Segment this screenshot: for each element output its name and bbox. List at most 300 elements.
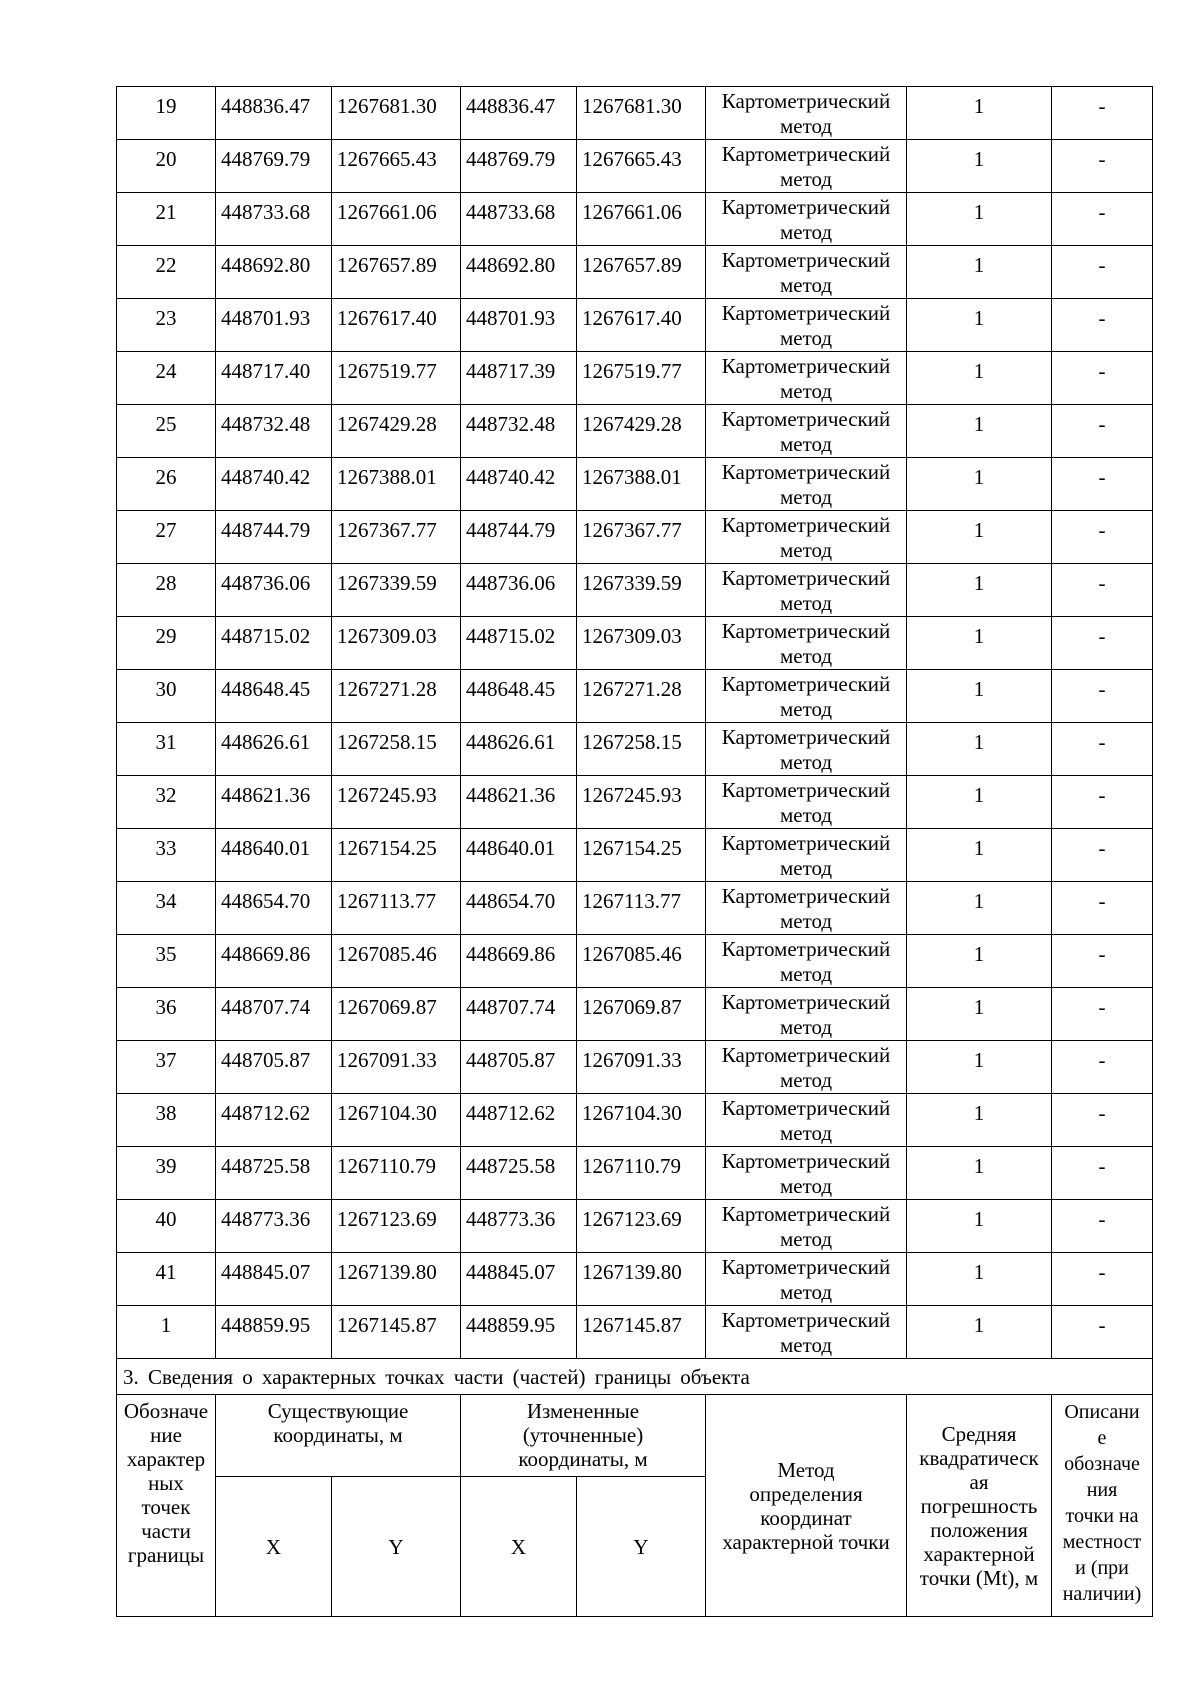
- existing-y: 1267104.30: [332, 1094, 461, 1147]
- table-row: [117, 140, 1153, 193]
- existing-y: 1267388.01: [332, 458, 461, 511]
- method-cell: [706, 1306, 907, 1359]
- header-text: е: [1097, 1427, 1107, 1449]
- existing-x: 448715.02: [216, 617, 332, 670]
- mean-error-value: 1: [907, 829, 1052, 882]
- point-number: 32: [117, 776, 216, 829]
- mean-error-value: 1: [907, 352, 1052, 405]
- method-line-2: метод: [779, 432, 833, 456]
- method-cell: [706, 617, 907, 670]
- mean-error-value: 1: [907, 458, 1052, 511]
- changed-x: 448732.48: [461, 405, 577, 458]
- existing-x: 448773.36: [216, 1200, 332, 1253]
- method-line-1: Картометрический: [721, 725, 891, 749]
- mean-error-value: 1: [907, 1094, 1052, 1147]
- changed-y: 1267661.06: [577, 193, 706, 246]
- method-cell: [706, 140, 907, 193]
- section-row: [117, 1359, 1153, 1395]
- header-text: координаты, м: [518, 1447, 648, 1471]
- existing-y: 1267657.89: [332, 246, 461, 299]
- method-line-2: метод: [779, 220, 833, 244]
- mean-error-value: 1: [907, 1041, 1052, 1094]
- method-line-2: метод: [779, 1015, 833, 1039]
- existing-y: 1267091.33: [332, 1041, 461, 1094]
- method-line-1: Картометрический: [721, 513, 891, 537]
- changed-x: 448669.86: [461, 935, 577, 988]
- header-text: Существующие: [267, 1399, 409, 1423]
- existing-x: 448654.70: [216, 882, 332, 935]
- header-text: точек: [141, 1495, 191, 1519]
- method-line-1: Картометрический: [721, 884, 891, 908]
- mean-error-value: 1: [907, 564, 1052, 617]
- changed-y: 1267085.46: [577, 935, 706, 988]
- method-line-2: метод: [779, 1280, 833, 1304]
- method-line-1: Картометрический: [721, 1043, 891, 1067]
- header-text: характер: [126, 1447, 206, 1471]
- changed-y: 1267429.28: [577, 405, 706, 458]
- method-line-1: Картометрический: [721, 142, 891, 166]
- existing-x: 448669.86: [216, 935, 332, 988]
- existing-x: 448732.48: [216, 405, 332, 458]
- method-line-1: Картометрический: [721, 407, 891, 431]
- existing-y: 1267085.46: [332, 935, 461, 988]
- changed-x: 448705.87: [461, 1041, 577, 1094]
- changed-x: 448626.61: [461, 723, 577, 776]
- header-text: положения: [930, 1517, 1028, 1542]
- point-description: -: [1052, 140, 1153, 193]
- existing-x: 448769.79: [216, 140, 332, 193]
- mean-error-value: 1: [907, 935, 1052, 988]
- method-cell: [706, 299, 907, 352]
- existing-y: 1267519.77: [332, 352, 461, 405]
- header-text: местност: [1062, 1531, 1142, 1553]
- changed-x: 448769.79: [461, 140, 577, 193]
- existing-y: 1267367.77: [332, 511, 461, 564]
- method-line-2: метод: [779, 326, 833, 350]
- point-description: -: [1052, 511, 1153, 564]
- method-line-1: Картометрический: [721, 195, 891, 219]
- point-description: -: [1052, 352, 1153, 405]
- point-number: 40: [117, 1200, 216, 1253]
- mean-error-value: 1: [907, 723, 1052, 776]
- table-row: [117, 988, 1153, 1041]
- point-description: -: [1052, 723, 1153, 776]
- header-text: наличии): [1062, 1583, 1142, 1605]
- method-line-1: Картометрический: [721, 301, 891, 325]
- mean-error-value: 1: [907, 1200, 1052, 1253]
- point-number: 30: [117, 670, 216, 723]
- changed-x: 448845.07: [461, 1253, 577, 1306]
- method-line-2: метод: [779, 114, 833, 138]
- point-description: -: [1052, 405, 1153, 458]
- changed-y: 1267665.43: [577, 140, 706, 193]
- changed-x: 448736.06: [461, 564, 577, 617]
- method-cell: [706, 1200, 907, 1253]
- changed-y: 1267113.77: [577, 882, 706, 935]
- method-line-2: метод: [779, 485, 833, 509]
- changed-x: 448733.68: [461, 193, 577, 246]
- header-text: координат: [760, 1505, 852, 1530]
- existing-x: 448845.07: [216, 1253, 332, 1306]
- changed-y: 1267681.30: [577, 87, 706, 140]
- existing-x: 448859.95: [216, 1306, 332, 1359]
- method-cell: [706, 193, 907, 246]
- header-existing-x: X: [216, 1477, 332, 1617]
- point-number: 23: [117, 299, 216, 352]
- method-cell: [706, 405, 907, 458]
- changed-y: 1267519.77: [577, 352, 706, 405]
- mean-error-value: 1: [907, 1306, 1052, 1359]
- point-number: 22: [117, 246, 216, 299]
- point-description: -: [1052, 87, 1153, 140]
- header-text: Описани: [1064, 1401, 1140, 1423]
- existing-y: 1267154.25: [332, 829, 461, 882]
- changed-x: 448707.74: [461, 988, 577, 1041]
- existing-x: 448701.93: [216, 299, 332, 352]
- method-line-2: метод: [779, 167, 833, 191]
- section-3-header: [117, 1359, 1153, 1617]
- header-row-top: [117, 1395, 1153, 1477]
- point-number: 21: [117, 193, 216, 246]
- method-line-1: Картометрический: [721, 1202, 891, 1226]
- table-row: [117, 1306, 1153, 1359]
- header-existing-y: Y: [332, 1477, 461, 1617]
- method-cell: [706, 1094, 907, 1147]
- method-line-2: метод: [779, 1174, 833, 1198]
- changed-x: 448712.62: [461, 1094, 577, 1147]
- header-text: точки на: [1065, 1505, 1139, 1527]
- header-text: характерной: [923, 1541, 1035, 1566]
- header-text: границы: [127, 1543, 205, 1567]
- header-text: точки (Mt), м: [919, 1565, 1039, 1590]
- point-description: -: [1052, 988, 1153, 1041]
- point-number: 41: [117, 1253, 216, 1306]
- point-description: -: [1052, 670, 1153, 723]
- method-cell: [706, 1041, 907, 1094]
- table-row: [117, 193, 1153, 246]
- table-row: [117, 246, 1153, 299]
- method-line-2: метод: [779, 909, 833, 933]
- method-cell: [706, 458, 907, 511]
- changed-x: 448654.70: [461, 882, 577, 935]
- point-number: 36: [117, 988, 216, 1041]
- existing-x: 448740.42: [216, 458, 332, 511]
- mean-error-value: 1: [907, 988, 1052, 1041]
- section-title: 3. Сведения о характерных точках части (частей) границы объекта: [117, 1359, 1153, 1395]
- existing-y: 1267681.30: [332, 87, 461, 140]
- existing-y: 1267069.87: [332, 988, 461, 1041]
- mean-error-value: 1: [907, 140, 1052, 193]
- method-cell: [706, 511, 907, 564]
- mean-error-value: 1: [907, 511, 1052, 564]
- point-description: -: [1052, 1147, 1153, 1200]
- header-text: (уточненные): [522, 1423, 644, 1447]
- changed-y: 1267154.25: [577, 829, 706, 882]
- point-description: -: [1052, 564, 1153, 617]
- existing-x: 448733.68: [216, 193, 332, 246]
- changed-y: 1267388.01: [577, 458, 706, 511]
- point-number: 20: [117, 140, 216, 193]
- table-row: [117, 87, 1153, 140]
- changed-y: 1267104.30: [577, 1094, 706, 1147]
- existing-y: 1267258.15: [332, 723, 461, 776]
- changed-y: 1267258.15: [577, 723, 706, 776]
- method-line-1: Картометрический: [721, 619, 891, 643]
- table-row: [117, 1147, 1153, 1200]
- existing-x: 448836.47: [216, 87, 332, 140]
- existing-y: 1267113.77: [332, 882, 461, 935]
- changed-x: 448648.45: [461, 670, 577, 723]
- method-line-1: Картометрический: [721, 937, 891, 961]
- mean-error-value: 1: [907, 193, 1052, 246]
- changed-y: 1267245.93: [577, 776, 706, 829]
- changed-y: 1267367.77: [577, 511, 706, 564]
- existing-y: 1267271.28: [332, 670, 461, 723]
- method-cell: [706, 988, 907, 1041]
- header-point-description: [1052, 1395, 1153, 1617]
- method-line-2: метод: [779, 538, 833, 562]
- method-line-2: метод: [779, 856, 833, 880]
- header-text: части: [141, 1519, 191, 1543]
- point-description: -: [1052, 246, 1153, 299]
- method-line-1: Картометрический: [721, 778, 891, 802]
- changed-y: 1267091.33: [577, 1041, 706, 1094]
- point-number: 1: [117, 1306, 216, 1359]
- mean-error-value: 1: [907, 617, 1052, 670]
- point-description: -: [1052, 1200, 1153, 1253]
- point-description: -: [1052, 1306, 1153, 1359]
- point-number: 28: [117, 564, 216, 617]
- table-row: [117, 882, 1153, 935]
- mean-error-value: 1: [907, 1253, 1052, 1306]
- existing-y: 1267665.43: [332, 140, 461, 193]
- method-line-2: метод: [779, 1227, 833, 1251]
- method-line-2: метод: [779, 1121, 833, 1145]
- changed-y: 1267617.40: [577, 299, 706, 352]
- existing-y: 1267139.80: [332, 1253, 461, 1306]
- existing-y: 1267245.93: [332, 776, 461, 829]
- table-row: [117, 1094, 1153, 1147]
- mean-error-value: 1: [907, 405, 1052, 458]
- mean-error-value: 1: [907, 882, 1052, 935]
- point-number: 19: [117, 87, 216, 140]
- point-number: 25: [117, 405, 216, 458]
- changed-x: 448859.95: [461, 1306, 577, 1359]
- header-text: координаты, м: [273, 1423, 403, 1447]
- table-row: [117, 458, 1153, 511]
- method-line-1: Картометрический: [721, 460, 891, 484]
- point-description: -: [1052, 829, 1153, 882]
- changed-x: 448701.93: [461, 299, 577, 352]
- method-line-1: Картометрический: [721, 990, 891, 1014]
- header-text: Метод: [777, 1457, 835, 1482]
- table-row: [117, 829, 1153, 882]
- method-line-2: метод: [779, 379, 833, 403]
- header-text: характерной точки: [722, 1529, 890, 1554]
- existing-y: 1267617.40: [332, 299, 461, 352]
- header-changed-x: X: [461, 1477, 577, 1617]
- existing-y: 1267309.03: [332, 617, 461, 670]
- header-method: [706, 1395, 907, 1617]
- changed-y: 1267069.87: [577, 988, 706, 1041]
- existing-y: 1267661.06: [332, 193, 461, 246]
- existing-x: 448725.58: [216, 1147, 332, 1200]
- method-cell: [706, 935, 907, 988]
- method-line-1: Картометрический: [721, 1308, 891, 1332]
- changed-y: 1267145.87: [577, 1306, 706, 1359]
- changed-y: 1267271.28: [577, 670, 706, 723]
- existing-y: 1267429.28: [332, 405, 461, 458]
- method-line-2: метод: [779, 803, 833, 827]
- existing-x: 448707.74: [216, 988, 332, 1041]
- header-changed-coords: [461, 1395, 706, 1477]
- mean-error-value: 1: [907, 246, 1052, 299]
- point-number: 38: [117, 1094, 216, 1147]
- table-row: [117, 564, 1153, 617]
- point-number: 37: [117, 1041, 216, 1094]
- changed-x: 448740.42: [461, 458, 577, 511]
- method-line-1: Картометрический: [721, 354, 891, 378]
- header-changed-y: Y: [577, 1477, 706, 1617]
- changed-y: 1267139.80: [577, 1253, 706, 1306]
- header-text: Обозначе: [123, 1399, 209, 1423]
- mean-error-value: 1: [907, 299, 1052, 352]
- boundary-points-table: [116, 86, 1153, 1617]
- existing-x: 448736.06: [216, 564, 332, 617]
- table-row: [117, 776, 1153, 829]
- method-cell: [706, 1253, 907, 1306]
- method-line-1: Картометрический: [721, 1096, 891, 1120]
- changed-x: 448621.36: [461, 776, 577, 829]
- header-text: ния: [1086, 1479, 1118, 1501]
- method-cell: [706, 882, 907, 935]
- method-line-1: Картометрический: [721, 89, 891, 113]
- point-description: -: [1052, 1253, 1153, 1306]
- method-cell: [706, 1147, 907, 1200]
- table-row: [117, 405, 1153, 458]
- changed-x: 448692.80: [461, 246, 577, 299]
- point-description: -: [1052, 299, 1153, 352]
- point-description: -: [1052, 935, 1153, 988]
- point-description: -: [1052, 776, 1153, 829]
- point-description: -: [1052, 1041, 1153, 1094]
- header-text: погрешность: [920, 1493, 1038, 1518]
- table-body: [117, 87, 1153, 1359]
- method-cell: [706, 723, 907, 776]
- changed-x: 448773.36: [461, 1200, 577, 1253]
- existing-x: 448744.79: [216, 511, 332, 564]
- existing-x: 448640.01: [216, 829, 332, 882]
- point-description: -: [1052, 617, 1153, 670]
- header-text: Средняя: [941, 1421, 1017, 1446]
- changed-y: 1267123.69: [577, 1200, 706, 1253]
- table-row: [117, 935, 1153, 988]
- header-text: обозначе: [1064, 1453, 1140, 1475]
- existing-x: 448705.87: [216, 1041, 332, 1094]
- point-number: 33: [117, 829, 216, 882]
- point-number: 24: [117, 352, 216, 405]
- method-line-1: Картометрический: [721, 672, 891, 696]
- method-cell: [706, 829, 907, 882]
- changed-y: 1267339.59: [577, 564, 706, 617]
- method-line-1: Картометрический: [721, 831, 891, 855]
- header-existing-coords: [216, 1395, 461, 1477]
- existing-y: 1267339.59: [332, 564, 461, 617]
- method-cell: [706, 776, 907, 829]
- mean-error-value: 1: [907, 670, 1052, 723]
- existing-y: 1267110.79: [332, 1147, 461, 1200]
- method-line-1: Картометрический: [721, 566, 891, 590]
- existing-x: 448626.61: [216, 723, 332, 776]
- changed-x: 448717.39: [461, 352, 577, 405]
- table-row: [117, 670, 1153, 723]
- header-text: и (при: [1075, 1557, 1129, 1579]
- header-text: Измененные: [526, 1399, 640, 1423]
- table-row: [117, 1041, 1153, 1094]
- method-cell: [706, 246, 907, 299]
- point-description: -: [1052, 458, 1153, 511]
- method-line-1: Картометрический: [721, 1255, 891, 1279]
- point-number: 27: [117, 511, 216, 564]
- method-cell: [706, 670, 907, 723]
- method-line-2: метод: [779, 1333, 833, 1357]
- table-row: [117, 1253, 1153, 1306]
- header-text: ая: [969, 1469, 989, 1494]
- table-row: [117, 1200, 1153, 1253]
- changed-x: 448836.47: [461, 87, 577, 140]
- method-line-1: Картометрический: [721, 1149, 891, 1173]
- method-line-2: метод: [779, 697, 833, 721]
- changed-y: 1267309.03: [577, 617, 706, 670]
- table-row: [117, 617, 1153, 670]
- existing-y: 1267145.87: [332, 1306, 461, 1359]
- point-number: 39: [117, 1147, 216, 1200]
- method-line-2: метод: [779, 591, 833, 615]
- method-line-2: метод: [779, 273, 833, 297]
- point-number: 35: [117, 935, 216, 988]
- mean-error-value: 1: [907, 87, 1052, 140]
- changed-x: 448640.01: [461, 829, 577, 882]
- changed-y: 1267657.89: [577, 246, 706, 299]
- method-cell: [706, 87, 907, 140]
- method-line-2: метод: [779, 962, 833, 986]
- method-line-2: метод: [779, 644, 833, 668]
- header-point-designation: [117, 1395, 216, 1617]
- existing-x: 448712.62: [216, 1094, 332, 1147]
- header-text: ние: [150, 1423, 182, 1447]
- existing-x: 448648.45: [216, 670, 332, 723]
- point-description: -: [1052, 193, 1153, 246]
- changed-x: 448715.02: [461, 617, 577, 670]
- table-row: [117, 299, 1153, 352]
- existing-x: 448692.80: [216, 246, 332, 299]
- point-number: 29: [117, 617, 216, 670]
- point-number: 31: [117, 723, 216, 776]
- method-cell: [706, 564, 907, 617]
- point-number: 34: [117, 882, 216, 935]
- changed-x: 448725.58: [461, 1147, 577, 1200]
- header-mean-square-error: [907, 1395, 1052, 1617]
- mean-error-value: 1: [907, 776, 1052, 829]
- method-line-2: метод: [779, 750, 833, 774]
- existing-y: 1267123.69: [332, 1200, 461, 1253]
- table-row: [117, 511, 1153, 564]
- table-row: [117, 352, 1153, 405]
- changed-y: 1267110.79: [577, 1147, 706, 1200]
- header-text: определения: [749, 1481, 863, 1506]
- point-description: -: [1052, 882, 1153, 935]
- header-text: квадратическ: [919, 1445, 1039, 1470]
